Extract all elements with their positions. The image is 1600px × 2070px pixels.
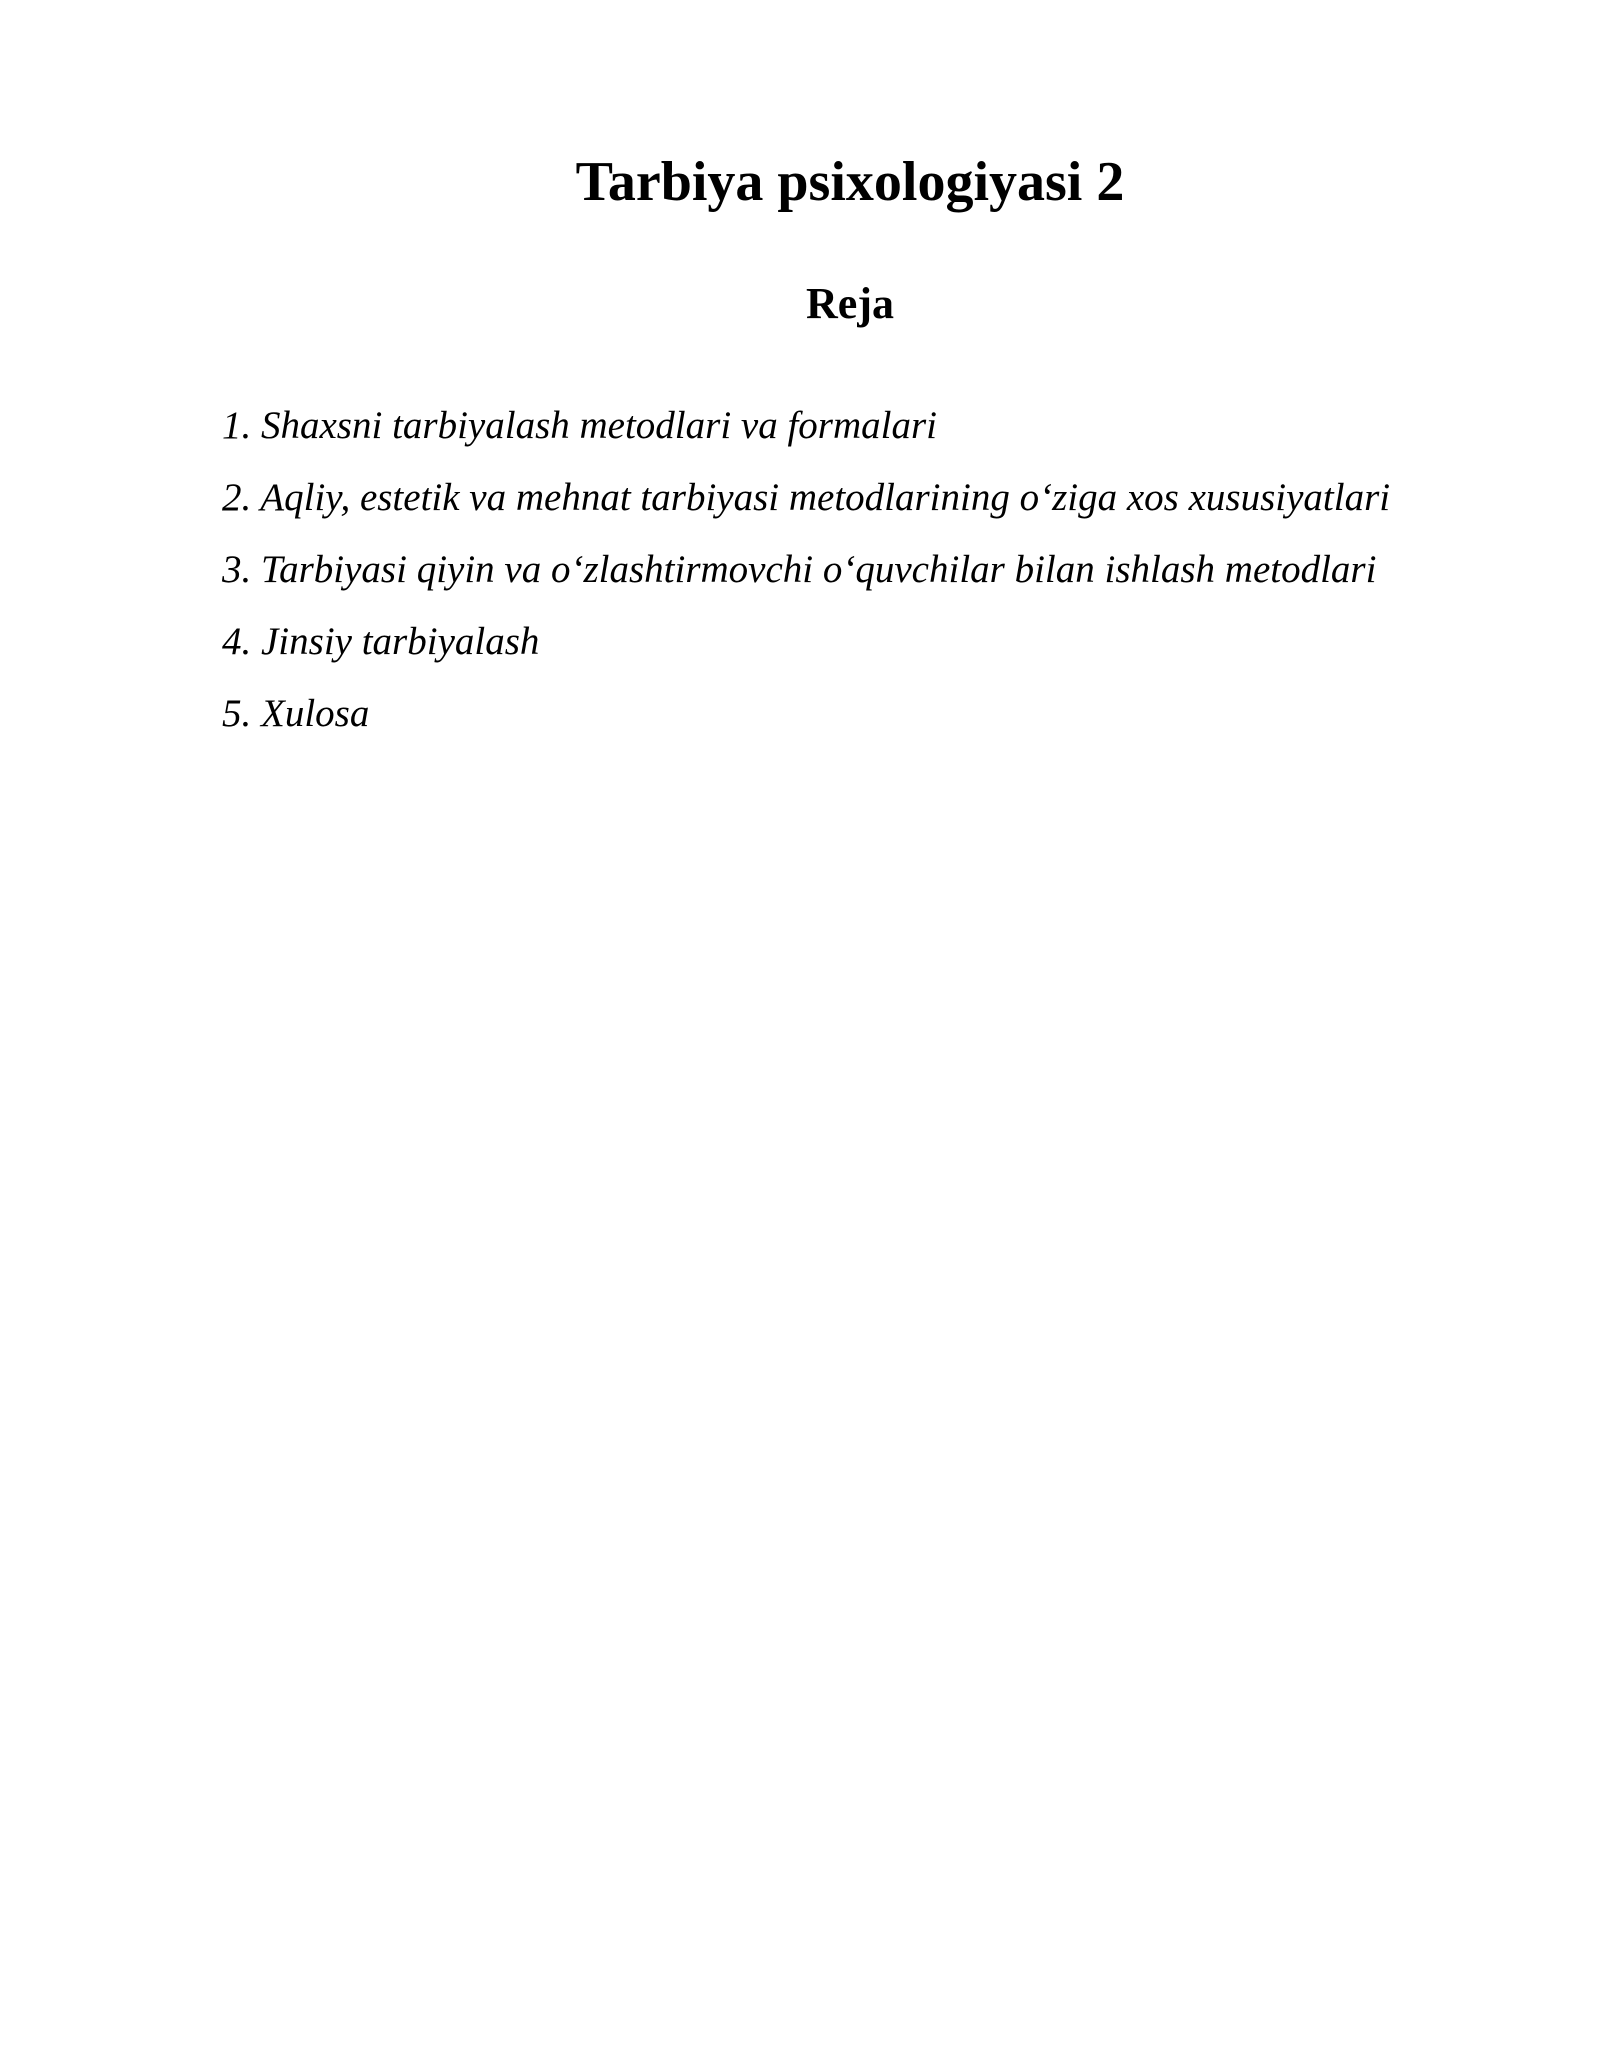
plan-item: 4. Jinsiy tarbiyalash	[222, 620, 540, 663]
plan-list	[222, 390, 1390, 750]
document-title: Tarbiya psixologiyasi 2	[575, 151, 1125, 213]
plan-item: 5. Xulosa	[222, 692, 370, 735]
plan-item: 2. Aqliy, estetik va mehnat tarbiyasi metodlarining o‘ziga xos xususiyatlari	[222, 476, 1391, 519]
plan-item: 3. Tarbiyasi qiyin va o‘zlashtirmovchi o‘quvchilar bilan ishlash metodlari	[222, 548, 1377, 591]
plan-item: 1. Shaxsni tarbiyalash metodlari va formalari	[222, 404, 937, 447]
plan-heading: Reja	[806, 279, 894, 328]
